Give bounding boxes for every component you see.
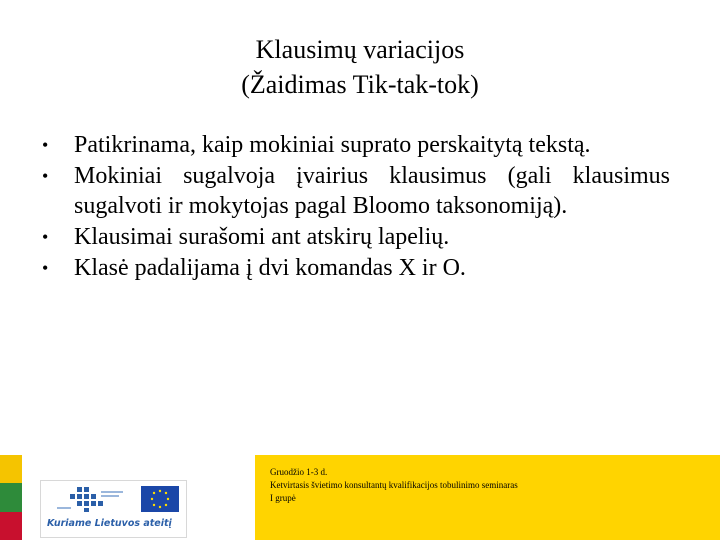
bullet-item	[42, 161, 670, 221]
bullet-marker: •	[42, 227, 49, 247]
ministry-logo-icon	[49, 485, 134, 515]
bullet-item	[42, 222, 670, 252]
footer-info-panel	[255, 455, 720, 540]
footer-bar	[0, 455, 720, 540]
sponsor-logo	[40, 480, 187, 538]
bullet-item	[42, 253, 670, 283]
footer-line-group: I grupė	[270, 493, 296, 503]
bullet-list	[42, 130, 670, 284]
slide-title	[0, 32, 720, 102]
flag-stripes	[0, 455, 22, 540]
bullet-marker: •	[42, 135, 49, 155]
bullet-text: Klausimai surašomi ant atskirų lapelių.	[74, 224, 450, 250]
stripe-yellow	[0, 455, 22, 483]
footer-line-date: Gruodžio 1-3 d.	[270, 467, 328, 477]
footer-line-seminar: Ketvirtasis švietimo konsultantų kvalifikacijos tobulinimo seminaras	[270, 480, 518, 490]
bullet-text: Patikrinama, kaip mokiniai suprato perskaitytą tekstą.	[74, 132, 591, 158]
stripe-red	[0, 512, 22, 540]
bullet-marker: •	[42, 258, 49, 278]
bullet-text: Mokiniai sugalvoja įvairius klausimus (gali klausimus sugalvoti ir mokytojas pagal Bloomo taksonomiją).	[74, 163, 670, 219]
footer-text	[270, 466, 518, 505]
eu-flag-icon	[141, 486, 179, 512]
title-line-2: (Žaidimas Tik-tak-tok)	[241, 70, 479, 99]
bullet-item	[42, 130, 670, 160]
stripe-green	[0, 483, 22, 511]
bullet-text: Klasė padalijama į dvi komandas X ir O.	[74, 255, 466, 281]
bullet-marker: •	[42, 166, 49, 186]
title-line-1: Klausimų variacijos	[255, 35, 465, 64]
logo-slogan: Kuriame Lietuvos ateitį	[47, 518, 172, 529]
